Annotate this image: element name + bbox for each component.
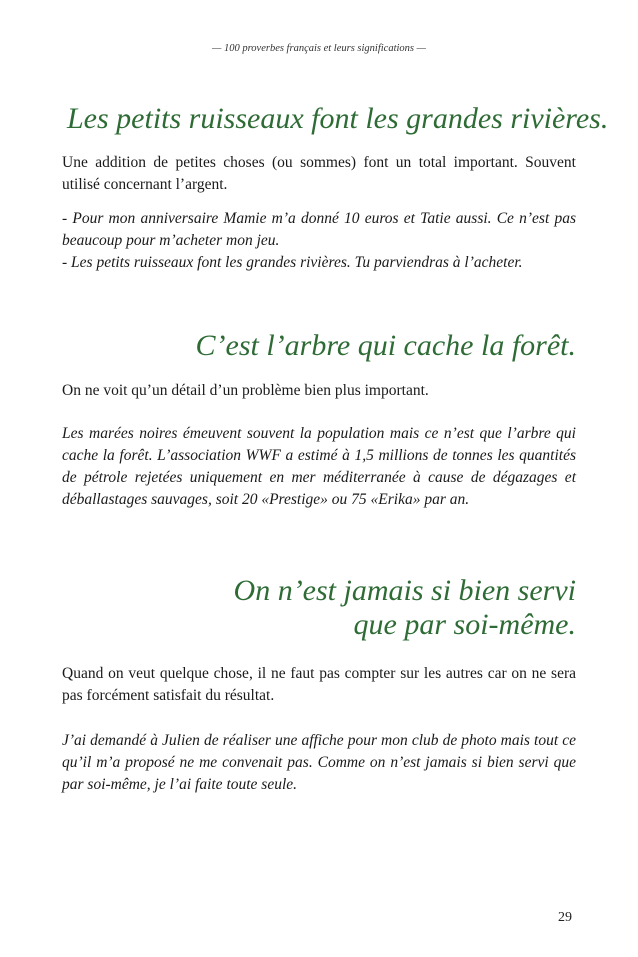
proverb-example-3: J’ai demandé à Julien de réaliser une affiche pour mon club de photo mais tout ce qu’il m’a proposé ne me convenait pas. Comme on n’est jamais si bien servi que par soi-même, je l’ai faite toute seule.	[62, 732, 576, 793]
example-line: - Les petits ruisseaux font les grandes rivières. Tu parviendras à l’acheter.	[62, 254, 523, 271]
page-number: 29	[558, 910, 572, 925]
proverb-example-2: Les marées noires émeuvent souvent la population mais ce n’est que l’arbre qui cache la forêt. L’association WWF a estimé à 1,5 millions de tonnes les quantités de pétrole rejetées uniquement en mer méditerranée à cause de dégazages et déballastages sauvages, soit 20 «Prestige» ou 75 «Erika» par an.	[62, 425, 576, 508]
proverb-example-1	[62, 208, 576, 274]
proverb-title-2: C’est l’arbre qui cache la forêt.	[195, 329, 576, 362]
running-header: — 100 proverbes français et leurs significations —	[212, 43, 426, 54]
proverb-meaning-3: Quand on veut quelque chose, il ne faut pas compter sur les autres car on ne sera pas forcément satisfait du résultat.	[62, 665, 576, 704]
proverb-title-3	[234, 574, 576, 642]
proverb-meaning-2: On ne voit qu’un détail d’un problème bien plus important.	[62, 382, 429, 399]
title-line: que par soi-même.	[353, 608, 576, 641]
title-line: On n’est jamais si bien servi	[233, 574, 576, 607]
example-line: - Pour mon anniversaire Mamie m’a donné 10 euros et Tatie aussi. Ce n’est pas beaucoup pour m’acheter mon jeu.	[62, 210, 576, 249]
proverb-title-1: Les petits ruisseaux font les grandes rivières.	[67, 102, 609, 135]
proverb-meaning-1: Une addition de petites choses (ou sommes) font un total important. Souvent utilisé concernant l’argent.	[62, 154, 576, 193]
